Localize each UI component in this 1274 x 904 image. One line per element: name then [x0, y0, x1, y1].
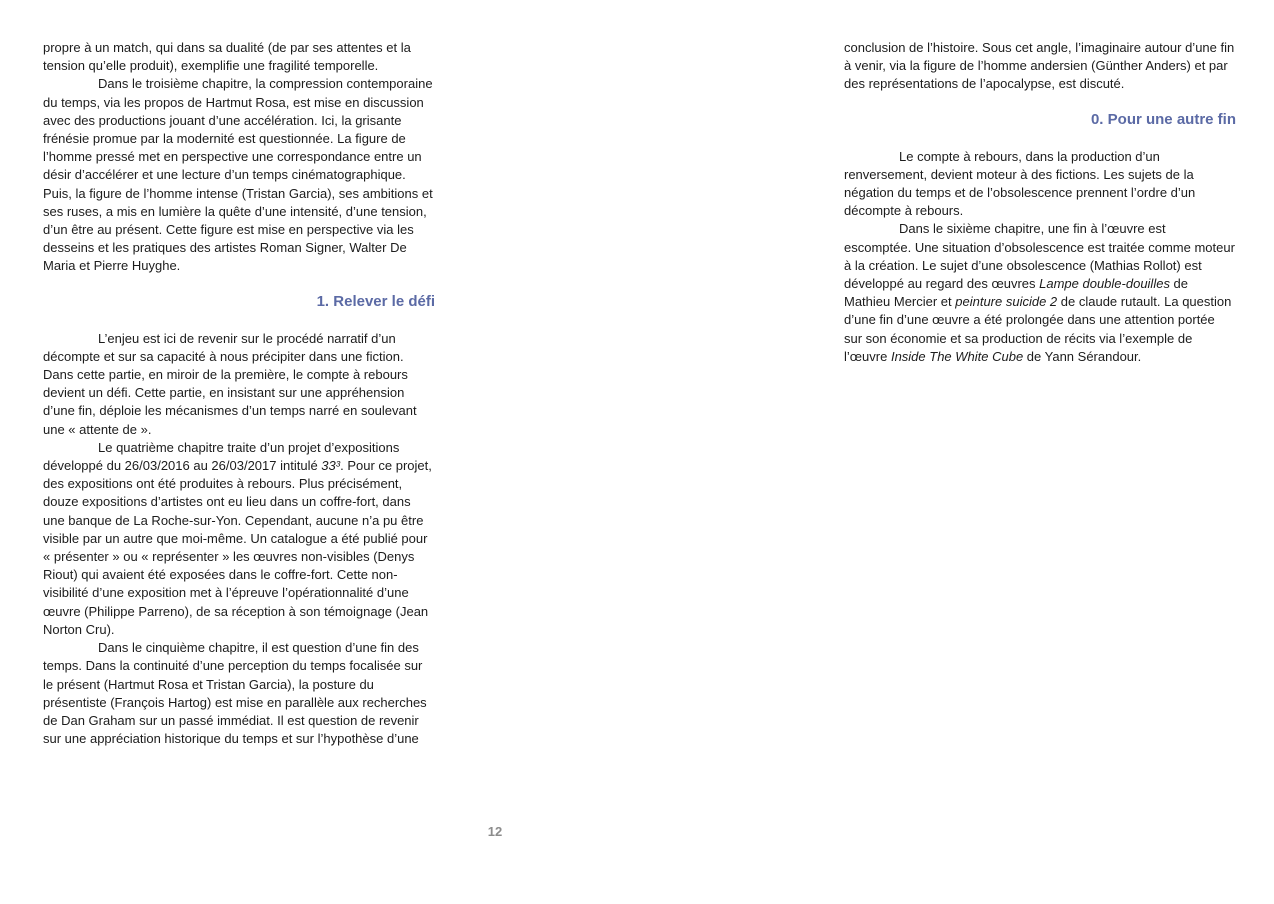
paragraph-chapter-four — [43, 439, 435, 639]
text-run: Le quatrième chapitre traite d’un projet d’expositions développé du 26/03/2016 au 26/03/2017 intitulé — [43, 439, 400, 474]
exhibition-title: 33³ — [321, 458, 341, 474]
paragraph-chapter-three: Dans le troisième chapitre, la compression contemporaine du temps, via les propos de Hartmut Rosa, est mise en discussion avec des productions jouant d’une accélération. Ici, la grisante frénésie promue par la modernité est questionnée. La figure de l’homme pressé met en perspective une correspondance entre un désir d’accélérer et une lecture d’un temps cinématographique. Puis, la figure de l’homme intense (Tristan Garcia), ses ambitions et ses ruses, a mis en lumière la quête d’une intensité, d’une tension, d’un être au présent. Cette figure est mise en perspective via les desseins et les pratiques des artistes Roman Signer, Walter De Maria et Pierre Huyghe. — [43, 76, 433, 274]
paragraph-section-intro: Le compte à rebours, dans la production d’un renversement, devient moteur à des fictions. Les sujets de la négation du temps et de l’obsolescence prennent l’ordre d’un décompte à rebours. — [844, 148, 1196, 219]
text-run: . Pour ce projet, des expositions ont été produites à rebours. Plus précisément, douze expositions d’artistes ont eu lieu dans un coffre-fort, dans une banque de La Roche-sur-Yon. Cependant, aucune n’a pu être visible par un autre que moi-même. Un catalogue a été publié pour « présenter » ou « représenter » les œuvres non-visibles (Denys Riout) qui avaient été exposées dans le coffre-fort. Cette non-visibilité d’une exposition met à l’épreuve l’opérationnalité d’une œuvre (Philippe Parreno), de sa réception à son témoignage (Jean Norton Cru). — [43, 458, 432, 637]
artwork-title: Lampe double-douilles — [1039, 276, 1170, 292]
text-run: Dans le sixième chapitre, une fin à l’œuvre est escomptée. Une situation d’obsolescence est traitée comme moteur à la création. Le sujet d’une obsolescence (Mathias Rollot) est développé au regard des œuvres — [844, 221, 1235, 292]
paragraph: conclusion de l’histoire. Sous cet angle, l’imaginaire autour d’une fin à venir, via la figure de l’homme andersien (Günther Anders) et par des représentations de l’apocalypse, est discuté. — [844, 40, 1235, 92]
artwork-title: peinture suicide 2 — [955, 294, 1058, 310]
section-heading-relever-le-defi: 1. Relever le défi — [316, 292, 435, 310]
text-run: de Yann Sérandour. — [1023, 348, 1142, 364]
section-heading-pour-une-autre-fin: 0. Pour une autre fin — [1090, 110, 1236, 128]
left-page-column — [43, 39, 435, 748]
paragraph-section-intro: L’enjeu est ici de revenir sur le procédé narratif d’un décompte et sur sa capacité à nous précipiter dans une fiction. Dans cette partie, en miroir de la première, le compte à rebours devient un défi. Cette partie, en insistant sur une appréhension d’une fin, déploie les mécanismes d’un temps narré en soulevant une « attente de ». — [43, 330, 417, 437]
right-page-column — [844, 39, 1236, 366]
text-run: de Mathieu Mercier et — [844, 276, 1189, 310]
page-number: 12 — [487, 824, 503, 839]
paragraph-chapter-five: Dans le cinquième chapitre, il est question d’une fin des temps. Dans la continuité d’une perception du temps focalisée sur le présent (Hartmut Rosa et Tristan Garcia), la posture du présentiste (François Hartog) est mise en parallèle aux recherches de Dan Graham sur un passé immédiat. Il est question de revenir sur une appréciation historique du temps et sur l’hypothèse d’une — [43, 640, 427, 747]
artwork-title: Inside The White Cube — [890, 348, 1024, 364]
paragraph: propre à un match, qui dans sa dualité (de par ses attentes et la tension qu’elle produit), exemplifie une fragilité temporelle. — [43, 40, 411, 74]
text-run: de claude rutault. La question d’une fin d’une œuvre a été prolongée dans une attention portée sur son économie et sa production de récits via l’exemple de l’œuvre — [844, 294, 1232, 364]
paragraph-chapter-six — [844, 220, 1236, 366]
